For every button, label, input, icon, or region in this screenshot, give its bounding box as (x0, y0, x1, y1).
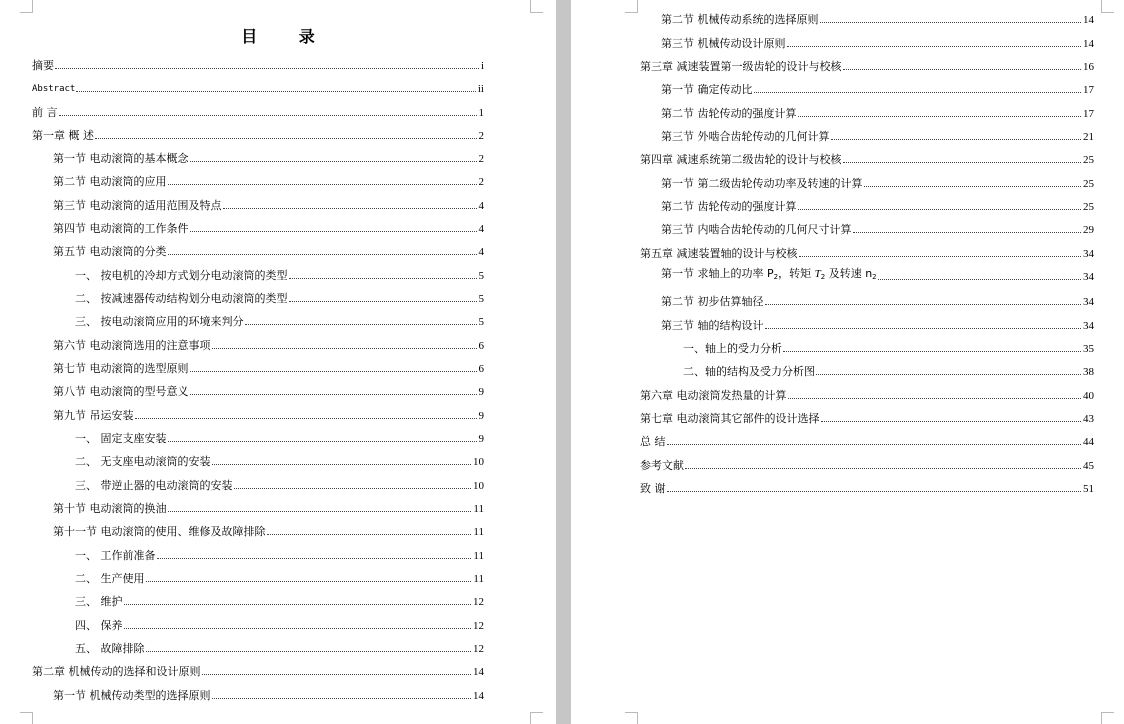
crop-mark (20, 712, 33, 724)
dot-leader (798, 116, 1082, 117)
toc-entry[interactable] (53, 687, 484, 703)
toc-entry-page: 34 (1083, 296, 1094, 308)
dot-leader (223, 208, 477, 209)
toc-entry[interactable] (53, 150, 484, 166)
toc-entry[interactable] (75, 267, 484, 283)
toc-entry[interactable] (75, 640, 484, 656)
dot-leader (157, 558, 472, 559)
subscript: 2 (872, 273, 877, 281)
toc-entry[interactable] (53, 337, 484, 353)
dot-leader (124, 604, 472, 605)
toc-entry[interactable] (53, 383, 484, 399)
toc-entry-page: 44 (1083, 436, 1094, 448)
toc-entry-text: 四、 保养 (75, 619, 123, 632)
toc-entry-page: 10 (473, 480, 484, 492)
dot-leader (853, 232, 1082, 233)
dot-leader (124, 628, 472, 629)
toc-entry-text: 第二节 齿轮传动的强度计算 (661, 107, 797, 120)
toc-entry-page: 35 (1083, 343, 1094, 355)
toc-entry-page: 25 (1083, 154, 1094, 166)
dot-leader (168, 441, 477, 442)
dot-leader (289, 301, 477, 302)
toc-entry[interactable] (640, 151, 1094, 167)
toc-entry-text: 摘要 (32, 59, 54, 72)
toc-entry-text: 一、 固定支座安装 (75, 432, 167, 445)
toc-entry[interactable] (53, 360, 484, 376)
toc-entry[interactable] (75, 313, 484, 329)
toc-entry-page: 9 (478, 433, 484, 445)
toc-entry-page: 5 (478, 293, 484, 305)
dot-leader (667, 491, 1082, 492)
toc-entry-page: 4 (478, 200, 484, 212)
toc-entry-page: 11 (473, 573, 484, 585)
subscript: 2 (773, 273, 779, 281)
dot-leader (59, 115, 477, 116)
toc-entry[interactable] (53, 197, 484, 213)
toc-entry-text: 第三节 外啮合齿轮传动的几何计算 (661, 130, 830, 143)
toc-entry[interactable] (32, 663, 484, 679)
crop-mark (530, 712, 543, 724)
toc-entry[interactable] (661, 11, 1094, 27)
toc-entry-page: i (480, 60, 484, 72)
toc-title: 目 录 (241, 27, 333, 46)
dot-leader (843, 69, 1082, 70)
crop-mark (530, 0, 543, 13)
toc-entry[interactable] (661, 81, 1094, 97)
toc-entry-text: 三、 按电动滚筒应用的环境来判分 (75, 315, 244, 328)
toc-entry-text: 第七章 电动滚筒其它部件的设计选择 (640, 412, 820, 425)
toc-entry-text: 前 言 (32, 106, 58, 119)
toc-entry[interactable] (75, 453, 484, 469)
toc-entry[interactable] (53, 220, 484, 236)
dot-leader (816, 374, 1081, 375)
toc-entry-text: 二、 按减速器传动结构划分电动滚筒的类型 (75, 292, 288, 305)
toc-entry-page: 6 (478, 363, 484, 375)
toc-entry[interactable] (32, 57, 484, 73)
toc-entry[interactable] (640, 410, 1094, 426)
dot-leader (765, 328, 1082, 329)
crop-mark (1101, 0, 1114, 13)
toc-entry-text: 参考文献 (640, 459, 684, 472)
toc-entry-text: 第三节 机械传动设计原则 (661, 37, 786, 50)
toc-entry-page: 14 (473, 666, 484, 678)
dot-leader (783, 351, 1081, 352)
dot-leader (168, 184, 477, 185)
dot-leader (168, 254, 477, 255)
dot-leader (685, 468, 1081, 469)
toc-entry[interactable] (75, 477, 484, 493)
toc-entry[interactable] (683, 363, 1094, 379)
toc-entry-text: 第一节 电动滚筒的基本概念 (53, 152, 189, 165)
toc-entry-text: 一、 按电机的冷却方式划分电动滚筒的类型 (75, 269, 288, 282)
crop-mark (20, 0, 33, 13)
dot-leader (831, 139, 1082, 140)
toc-entry[interactable] (640, 480, 1094, 496)
toc-entry-page: 45 (1083, 460, 1094, 472)
toc-entry-text-part: 第一节 求轴上的功率 P (661, 267, 774, 280)
dot-leader (190, 231, 477, 232)
toc-entry-text: 二、 无支座电动滚筒的安装 (75, 455, 211, 468)
toc-entry-page: 5 (478, 316, 484, 328)
toc-entry-text: 第五节 电动滚筒的分类 (53, 245, 167, 258)
toc-entry-page: 16 (1083, 61, 1094, 73)
toc-entry-page: 51 (1083, 483, 1094, 495)
toc-entry-page: 5 (478, 270, 484, 282)
toc-entry-text (661, 267, 877, 284)
toc-entry-text: 第三节 电动滚筒的适用范围及特点 (53, 199, 222, 212)
toc-entry-text-part: ，转矩 (778, 267, 815, 280)
toc-entry[interactable] (53, 243, 484, 259)
toc-entry-text: 三、 带逆止器的电动滚筒的安装 (75, 479, 233, 492)
toc-entry-page: 2 (478, 130, 484, 142)
toc-entry-page: 4 (478, 223, 484, 235)
dot-leader (843, 162, 1082, 163)
toc-entry-page: 11 (473, 503, 484, 515)
toc-entry-text: 第三节 内啮合齿轮传动的几何尺寸计算 (661, 223, 852, 236)
toc-entry-text: Abstract (32, 84, 76, 94)
dot-leader (799, 256, 1082, 257)
toc-entry[interactable] (640, 433, 1094, 449)
toc-entry-page: 38 (1083, 366, 1094, 378)
toc-entry[interactable] (53, 523, 484, 539)
dot-leader (95, 138, 477, 139)
toc-entry-page: 34 (1083, 320, 1094, 332)
dot-leader (212, 348, 477, 349)
dot-leader (667, 444, 1082, 445)
toc-entry[interactable] (75, 547, 484, 563)
toc-entry-page: 10 (473, 456, 484, 468)
toc-entry-page: 17 (1083, 108, 1094, 120)
toc-entry[interactable] (661, 198, 1094, 214)
toc-entry-text: 第六章 电动滚筒发热量的计算 (640, 389, 787, 402)
toc-entry[interactable] (661, 317, 1094, 333)
toc-entry[interactable] (75, 290, 484, 306)
toc-entry-text: 第一章 概 述 (32, 129, 94, 142)
toc-entry-text: 第一节 确定传动比 (661, 83, 753, 96)
toc-entry[interactable] (53, 173, 484, 189)
toc-entry[interactable] (661, 293, 1094, 309)
toc-entry[interactable] (661, 105, 1094, 121)
toc-entry-page: 1 (478, 107, 484, 119)
dot-leader (146, 581, 472, 582)
toc-entry-text: 三、 维护 (75, 595, 123, 608)
crop-mark (625, 0, 638, 13)
toc-entry-page: 9 (478, 410, 484, 422)
toc-entry[interactable] (53, 500, 484, 516)
toc-entry-text: 第四章 减速系统第二级齿轮的设计与校核 (640, 153, 842, 166)
document-page-left (0, 0, 556, 724)
dot-leader (190, 161, 477, 162)
dot-leader (245, 324, 477, 325)
toc-entry-page: 40 (1083, 390, 1094, 402)
dot-leader (146, 651, 472, 652)
toc-entry-text: 致 谢 (640, 482, 666, 495)
toc-entry[interactable] (640, 58, 1094, 74)
toc-entry-text: 一、 工作前准备 (75, 549, 156, 562)
toc-entry-text: 二、 生产使用 (75, 572, 145, 585)
dot-leader (787, 46, 1082, 47)
subscript: 2 (820, 273, 826, 281)
dot-leader (212, 464, 472, 465)
document-page-right (571, 0, 1124, 724)
toc-entry-page: 25 (1083, 201, 1094, 213)
toc-entry-page: 25 (1083, 178, 1094, 190)
toc-entry-page: 12 (473, 643, 484, 655)
toc-entry-page: 34 (1083, 271, 1094, 283)
toc-entry[interactable] (32, 80, 484, 96)
toc-entry-page: 21 (1083, 131, 1094, 143)
dot-leader (267, 534, 472, 535)
crop-mark (625, 712, 638, 724)
toc-entry-page: 6 (478, 340, 484, 352)
toc-entry-page: 43 (1083, 413, 1094, 425)
toc-entry-text-part: 及转速 n (825, 267, 873, 280)
toc-entry-text: 一、轴上的受力分析 (683, 342, 782, 355)
toc-entry[interactable] (32, 104, 484, 120)
toc-entry-text: 第二节 齿轮传动的强度计算 (661, 200, 797, 213)
toc-entry-page: 12 (473, 620, 484, 632)
toc-entry[interactable] (640, 457, 1094, 473)
toc-entry-page: 14 (1083, 38, 1094, 50)
dot-leader (76, 91, 476, 92)
dot-leader (55, 68, 479, 69)
toc-entry-page: 4 (478, 246, 484, 258)
dot-leader (190, 394, 477, 395)
dot-leader (798, 209, 1082, 210)
toc-entry-text: 第八节 电动滚筒的型号意义 (53, 385, 189, 398)
dot-leader (821, 421, 1082, 422)
toc-entry-text: 总 结 (640, 435, 666, 448)
toc-entry[interactable] (75, 430, 484, 446)
dot-leader (864, 186, 1082, 187)
toc-entry-page: 17 (1083, 84, 1094, 96)
toc-entry[interactable] (53, 407, 484, 423)
dot-leader (234, 488, 472, 489)
toc-entry-text: 第二节 机械传动系统的选择原则 (661, 13, 819, 26)
toc-entry-page: 29 (1083, 224, 1094, 236)
toc-entry[interactable] (640, 245, 1094, 261)
dot-leader (289, 278, 477, 279)
math-variable: T (814, 268, 821, 280)
toc-entry-page: 2 (478, 153, 484, 165)
toc-entry-text: 第十节 电动滚筒的换油 (53, 502, 167, 515)
toc-entry-text: 第三章 减速装置第一级齿轮的设计与校核 (640, 60, 842, 73)
toc-entry-text: 第七节 电动滚筒的选型原则 (53, 362, 189, 375)
toc-entry[interactable] (75, 593, 484, 609)
toc-entry-text: 第六节 电动滚筒选用的注意事项 (53, 339, 211, 352)
toc-entry-page: 2 (478, 176, 484, 188)
dot-leader (754, 92, 1082, 93)
toc-entry-page: 14 (1083, 14, 1094, 26)
toc-entry-text: 第一节 机械传动类型的选择原则 (53, 689, 211, 702)
toc-entry-page: 34 (1083, 248, 1094, 260)
dot-leader (168, 511, 472, 512)
toc-entry-text: 二、轴的结构及受力分析图 (683, 365, 815, 378)
toc-entry[interactable] (661, 35, 1094, 51)
toc-entry[interactable] (75, 570, 484, 586)
toc-entry-text: 第九节 吊运安装 (53, 409, 134, 422)
toc-entry-text: 第四节 电动滚筒的工作条件 (53, 222, 189, 235)
toc-entry-text: 五、 故障排除 (75, 642, 145, 655)
dot-leader (135, 418, 477, 419)
toc-entry-text: 第二节 电动滚筒的应用 (53, 175, 167, 188)
dot-leader (820, 22, 1082, 23)
dot-leader (202, 674, 472, 675)
toc-entry-text: 第二节 初步估算轴径 (661, 295, 764, 308)
toc-entry[interactable] (661, 221, 1094, 237)
toc-entry[interactable] (32, 127, 484, 143)
toc-entry[interactable] (683, 340, 1094, 356)
crop-mark (1101, 712, 1114, 724)
toc-entry-page: 9 (478, 386, 484, 398)
toc-entry[interactable] (640, 387, 1094, 403)
toc-entry-page: ii (477, 83, 484, 95)
toc-entry-page: 11 (473, 526, 484, 538)
toc-entry-page: 11 (473, 550, 484, 562)
dot-leader (212, 698, 472, 699)
toc-entry-text: 第一节 第二级齿轮传动功率及转速的计算 (661, 177, 863, 190)
toc-entry[interactable] (75, 617, 484, 633)
dot-leader (878, 279, 1081, 280)
toc-entry-text: 第五章 减速装置轴的设计与校核 (640, 247, 798, 260)
toc-entry[interactable] (661, 175, 1094, 191)
dot-leader (190, 371, 477, 372)
toc-entry-page: 14 (473, 690, 484, 702)
toc-entry-text: 第三节 轴的结构设计 (661, 319, 764, 332)
toc-entry[interactable] (661, 128, 1094, 144)
toc-entry-text: 第二章 机械传动的选择和设计原则 (32, 665, 201, 678)
toc-entry-page: 12 (473, 596, 484, 608)
dot-leader (788, 398, 1082, 399)
toc-entry-text: 第十一节 电动滚筒的使用、维修及故障排除 (53, 525, 266, 538)
dot-leader (765, 304, 1082, 305)
toc-entry[interactable] (661, 268, 1094, 284)
